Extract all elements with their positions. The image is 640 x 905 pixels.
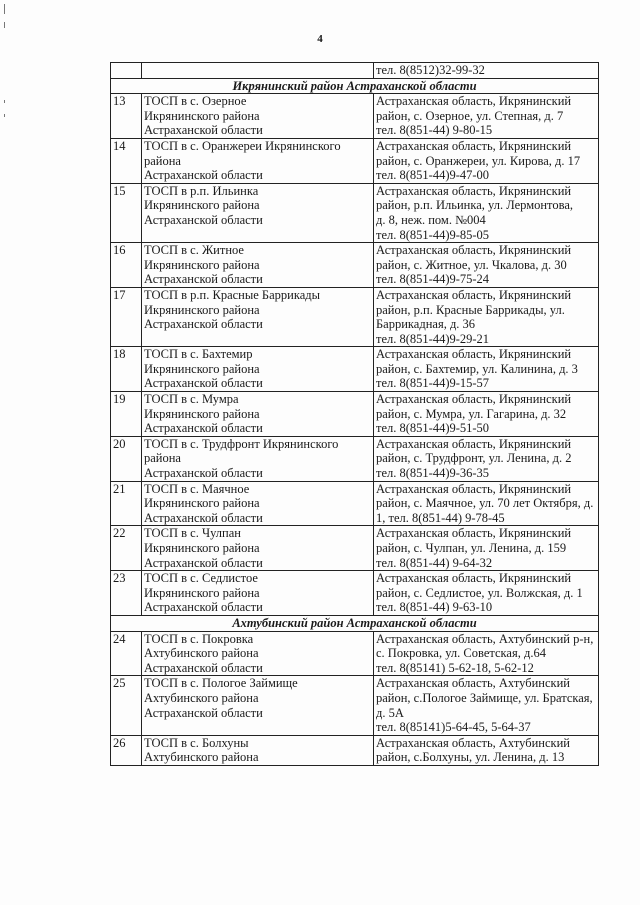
office-name: ТОСП в с. Мумра Икрянинского района Астраханской области: [142, 392, 374, 437]
table-row: [111, 526, 599, 571]
section-header-row: [111, 78, 599, 94]
office-name: ТОСП в с. Покровка Ахтубинского района Астраханской области: [142, 631, 374, 676]
row-number: 25: [111, 676, 142, 735]
office-name: ТОСП в с. Трудфронт Икрянинского района Астраханской области: [142, 436, 374, 481]
office-address: Астраханская область, Икрянинский район, с. Бахтемир, ул. Калинина, д. 3 тел. 8(851-44)9-15-57: [374, 347, 599, 392]
office-address: Астраханская область, Икрянинский район, с. Седлистое, ул. Волжская, д. 1 тел. 8(851-44) 9-63-10: [374, 571, 599, 616]
office-name: ТОСП в с. Житное Икрянинского района Астраханской области: [142, 243, 374, 288]
registry-table-body: [111, 63, 599, 766]
row-number: 13: [111, 94, 142, 139]
table-row: [111, 138, 599, 183]
row-number: 20: [111, 436, 142, 481]
office-address: Астраханская область, Икрянинский район, с. Житное, ул. Чкалова, д. 30 тел. 8(851-44)9-75-24: [374, 243, 599, 288]
office-name: ТОСП в р.п. Ильинка Икрянинского района Астраханской области: [142, 183, 374, 242]
office-address: Астраханская область, Икрянинский район, с. Трудфронт, ул. Ленина, д. 2 тел. 8(851-44)9-36-35: [374, 436, 599, 481]
row-number: 19: [111, 392, 142, 437]
row-number: 16: [111, 243, 142, 288]
table-row: [111, 183, 599, 242]
office-address: Астраханская область, Икрянинский район, р.п. Ильинка, ул. Лермонтова, д. 8, неж. пом. №004 тел. 8(851-44)9-85-05: [374, 183, 599, 242]
table-row: [111, 676, 599, 735]
office-name: ТОСП в с. Чулпан Икрянинского района Астраханской области: [142, 526, 374, 571]
office-name: ТОСП в с. Болхуны Ахтубинского района: [142, 735, 374, 765]
office-address: Астраханская область, Икрянинский район, р.п. Красные Баррикады, ул. Баррикадная, д. 36 тел. 8(851-44)9-29-21: [374, 287, 599, 346]
row-number: 21: [111, 481, 142, 526]
table-row: [111, 481, 599, 526]
office-name: ТОСП в с. Озерное Икрянинского района Астраханской области: [142, 94, 374, 139]
office-name: ТОСП в р.п. Красные Баррикады Икрянинского района Астраханской области: [142, 287, 374, 346]
office-address: Астраханская область, Икрянинский район, с. Оранжереи, ул. Кирова, д. 17 тел. 8(851-44)9-47-00: [374, 138, 599, 183]
office-address: Астраханская область, Икрянинский район, с. Чулпан, ул. Ленина, д. 159 тел. 8(851-44) 9-64-32: [374, 526, 599, 571]
office-name: ТОСП в с. Оранжереи Икрянинского района Астраханской области: [142, 138, 374, 183]
table-row: [111, 94, 599, 139]
table-row-continuation: [111, 63, 599, 79]
office-address: Астраханская область, Икрянинский район, с. Мумра, ул. Гагарина, д. 32 тел. 8(851-44)9-51-50: [374, 392, 599, 437]
row-number: [111, 63, 142, 79]
office-address: Астраханская область, Ахтубинский район, с.Болхуны, ул. Ленина, д. 13: [374, 735, 599, 765]
row-number: 17: [111, 287, 142, 346]
table-row: [111, 436, 599, 481]
office-name: ТОСП в с. Пологое Займище Ахтубинского района Астраханской области: [142, 676, 374, 735]
table-row: [111, 392, 599, 437]
table-row: [111, 571, 599, 616]
row-number: 26: [111, 735, 142, 765]
margin-scan-marks: [3, 4, 7, 124]
office-address: Астраханская область, Ахтубинский район, с.Пологое Займище, ул. Братская, д. 5А тел. 8(85141)5-64-45, 5-64-37: [374, 676, 599, 735]
office-name: ТОСП в с. Бахтемир Икрянинского района Астраханской области: [142, 347, 374, 392]
row-number: 23: [111, 571, 142, 616]
office-address: Астраханская область, Ахтубинский р-н, с. Покровка, ул. Советская, д.64 тел. 8(85141) 5-62-18, 5-62-12: [374, 631, 599, 676]
section-title: Ахтубинский район Астраханской области: [111, 615, 599, 631]
table-row: [111, 631, 599, 676]
page-number: 4: [317, 33, 323, 45]
office-name: [142, 63, 374, 79]
office-address: Астраханская область, Икрянинский район, с. Маячное, ул. 70 лет Октября, д. 1, тел. 8(851-44) 9-78-45: [374, 481, 599, 526]
row-number: 18: [111, 347, 142, 392]
row-number: 15: [111, 183, 142, 242]
section-title: Икрянинский район Астраханской области: [111, 78, 599, 94]
row-number: 24: [111, 631, 142, 676]
row-number: 22: [111, 526, 142, 571]
row-number: 14: [111, 138, 142, 183]
office-phone: тел. 8(8512)32-99-32: [374, 63, 599, 79]
table-row: [111, 287, 599, 346]
table-row: [111, 735, 599, 765]
office-address: Астраханская область, Икрянинский район, с. Озерное, ул. Степная, д. 7 тел. 8(851-44) 9-80-15: [374, 94, 599, 139]
office-name: ТОСП в с. Маячное Икрянинского района Астраханской области: [142, 481, 374, 526]
section-header-row: [111, 615, 599, 631]
office-name: ТОСП в с. Седлистое Икрянинского района Астраханской области: [142, 571, 374, 616]
registry-table: [110, 62, 599, 766]
table-row: [111, 347, 599, 392]
table-row: [111, 243, 599, 288]
